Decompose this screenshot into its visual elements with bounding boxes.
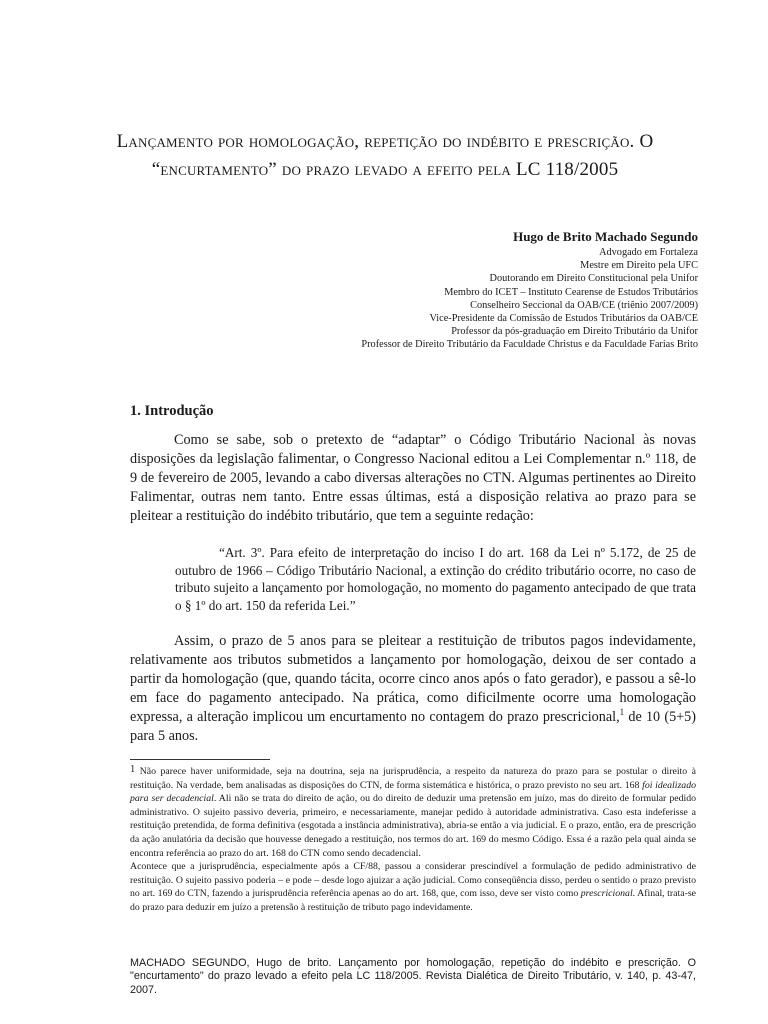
footnote-italic: prescricional bbox=[580, 888, 633, 900]
second-paragraph-container bbox=[130, 632, 696, 746]
author-name: Hugo de Brito Machado Segundo bbox=[513, 229, 698, 244]
quoted-article: “Art. 3º. Para efeito de interpretação do inciso I do art. 168 da Lei nº 5.172, de 25 de outubro de 1966 – Código Tributário Nacional, a extinção do crédito tributário ocorre, no caso de tributo sujeito a lançamento por homologação, no momento do pagamento antecipado de que trata o § 1º do art. 150 da referida Lei.” bbox=[175, 545, 696, 613]
citation: MACHADO SEGUNDO, Hugo de brito. Lançamento por homologação, repetição do indébito e prescrição. O "encurtamento" do prazo levado a efeito pela LC 118/2005. Revista Dialética de Direito Tributário, v. 140, p. 43-47, 2007. bbox=[130, 957, 696, 996]
footnote-text: Acontece que a jurisprudência, especialmente após a CF/88, passou a considerar prescindível a formulação de pedido administrativo de restituição. O sujeito passivo poderia – e pode – desde logo ajuizar a ação judicial. Como conseqüência disso, perdeu o sentido o prazo previsto no art. 169 do CTN, fazendo a jurisprudência referência apenas ao do art. 168, que, com isso, deve ser visto como bbox=[130, 861, 696, 900]
footnote-reference[interactable]: 1 bbox=[619, 707, 625, 717]
footnote-text: Não parece haver uniformidade, seja na doutrina, seja na jurisprudência, a respeito da natureza do prazo para se postular o direito à restituição. Na verdade, bem analisadas as disposições do CTN, de forma sistemática e histórica, o prazo previsto no seu art. 168 bbox=[130, 766, 696, 791]
author-credential: Conselheiro Seccional da OAB/CE (triênio 2007/2009) bbox=[470, 299, 698, 311]
author-credential: Mestre em Direito pela UFC bbox=[580, 260, 698, 272]
author-credential: Professor de Direito Tributário da Faculdade Christus e da Faculdade Farias Brito bbox=[361, 339, 698, 351]
footnote-number: 1 bbox=[130, 764, 136, 775]
footnote-separator bbox=[130, 759, 270, 760]
section-heading: 1. Introdução bbox=[130, 403, 214, 419]
footnote-text: . Ali não se trata do direito de ação, ou do direito de deduzir uma pretensão em juízo, mas do direito de formular pedido administrativo. O sujeito passivo deveria, primeiro, e necessariamente, manejar pedido à autoridade administrativa. Caso esta indeferisse a restituição pretendida, de forma definitiva (esgotada a instância administrativa), abria-se então a via judicial. E o prazo, então, era de prescrição da ação anulatória da decisão que houvesse denegado a restituição, nos termos do art. 169 do mesmo Código. Essa é a razão pela qual ainda se encontra referência ao prazo do art. 168 do CTN como sendo decadencial. bbox=[130, 793, 696, 859]
second-paragraph-end: de 10 (5+5) para 5 anos. bbox=[130, 709, 696, 744]
author-block bbox=[178, 229, 698, 352]
intro-paragraph-container bbox=[130, 431, 696, 526]
footnote-italic: foi idealizado para ser decadencial bbox=[130, 779, 696, 805]
author-credential: Professor da pós-graduação em Direito Tributário da Unifor bbox=[451, 326, 698, 338]
article-title: Lançamento por homologação, repetição do indébito e prescrição. O “encurtamento” do prazo levado a efeito pela LC 118/2005 bbox=[116, 131, 654, 180]
footnote-paragraph bbox=[130, 763, 696, 860]
author-credential: Membro do ICET – Instituto Cearense de Estudos Tributários bbox=[444, 286, 698, 298]
author-credential: Advogado em Fortaleza bbox=[599, 247, 698, 258]
author-credential: Doutorando em Direito Constitucional pela Unifor bbox=[489, 273, 698, 285]
footnote-paragraph bbox=[130, 860, 696, 914]
second-paragraph bbox=[130, 632, 696, 746]
footnote bbox=[130, 763, 696, 915]
intro-paragraph: Como se sabe, sob o pretexto de “adaptar” o Código Tributário Nacional às novas disposições da legislação falimentar, o Congresso Nacional editou a Lei Complementar n.º 118, de 9 de fevereiro de 2005, levando a cabo diversas alterações no CTN. Algumas pertinentes ao Direito Falimentar, outras nem tanto. Entre essas últimas, está a disposição relativa ao prazo para se pleitear a restituição do indébito tributário, que tem a seguinte redação: bbox=[130, 432, 696, 524]
footnote-text: . Afinal, trata-se do prazo para deduzir em juízo a pretensão à restituição de tributo pago indevidamente. bbox=[130, 888, 696, 913]
second-paragraph-text: Assim, o prazo de 5 anos para se pleitear a restituição de tributos pagos indevidamente, relativamente aos tributos submetidos a lançamento por homologação, deixou de ser contado a partir da homologação (que, quando tácita, ocorre cinco anos após o fato gerador), e passou a sê-lo em face do pagamento antecipado. Na prática, como dificilmente ocorre uma homologação expressa, a alteração implicou um encurtamento no contagem do prazo prescricional, bbox=[130, 633, 696, 725]
author-credential: Vice-Presidente da Comissão de Estudos Tributários da OAB/CE bbox=[429, 313, 698, 325]
